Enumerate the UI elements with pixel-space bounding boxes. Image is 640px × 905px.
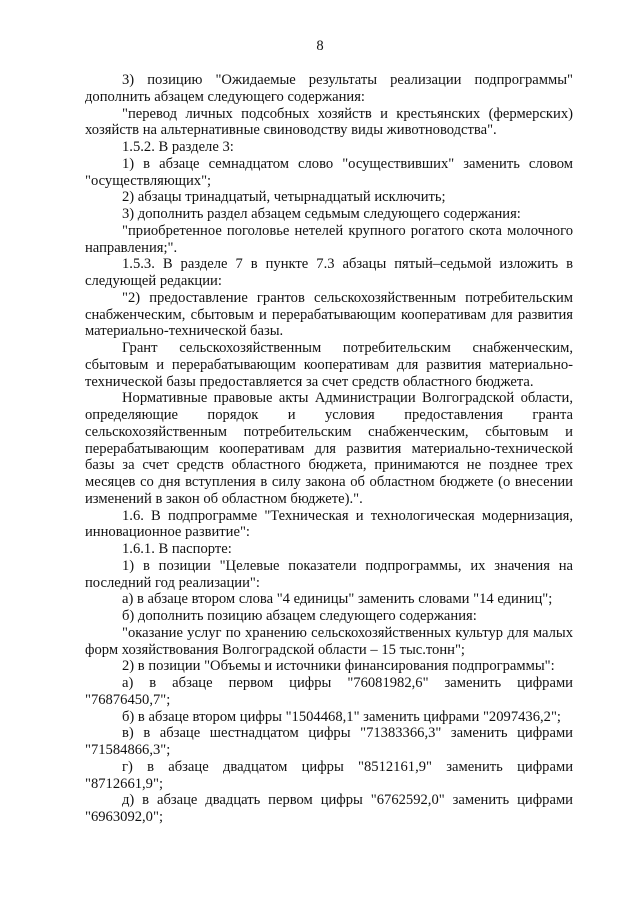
paragraph: "оказание услуг по хранению сельскохозяйственных культур для малых форм хозяйствования Волгоградской области – 15 тыс.тонн";: [85, 624, 573, 658]
paragraph: 3) позицию "Ожидаемые результаты реализации подпрограммы" дополнить абзацем следующего содержания:: [85, 72, 573, 105]
paragraph: "2) предоставление грантов сельскохозяйственным потребительским снабженческим, сбытовым и перерабатывающим кооперативам для развития материально-технической базы.: [85, 289, 573, 340]
paragraph: 3) дополнить раздел абзацем седьмым следующего содержания:: [122, 206, 521, 222]
paragraph: а) в абзаце втором слова "4 единицы" заменить словами "14 единиц";: [122, 591, 553, 608]
paragraph: 2) в позиции "Объемы и источники финансирования подпрограммы":: [122, 658, 555, 675]
paragraph: 1.5.2. В разделе 3:: [122, 139, 234, 155]
paragraph: "перевод личных подсобных хозяйств и крестьянских (фермерских) хозяйств на альтернативные свиноводству виды животноводства".: [85, 105, 573, 139]
paragraph: "приобретенное поголовье нетелей крупного рогатого скота молочного направления;".: [85, 222, 573, 256]
paragraph: 1.5.3. В разделе 7 в пункте 7.3 абзацы пятый–седьмой изложить в следующей редакции:: [85, 256, 573, 289]
paragraph: в) в абзаце шестнадцатом цифры "71383366,3" заменить цифрами "71584866,3";: [85, 725, 573, 758]
document-body: [85, 72, 573, 826]
paragraph: Грант сельскохозяйственным потребительским снабженческим, сбытовым и перерабатывающим кооперативам для развития материально-технической базы предоставляется за счет средств областного бюджета.: [85, 340, 573, 390]
paragraph: б) дополнить позицию абзацем следующего содержания:: [122, 608, 477, 624]
page-number: 8: [316, 38, 324, 54]
paragraph: Нормативные правовые акты Администрации Волгоградской области, определяющие порядок и условия предоставления гранта сельскохозяйственным потребительским снабженческим, сбытовым и перерабатывающим кооперативам для развития материально-технической базы за счет средств областного бюджета, принимаются не позднее трех месяцев со дня вступления в силу закона об областном бюджете (о внесении изменений в закон об областном бюджете).".: [85, 390, 573, 507]
paragraph: а) в абзаце первом цифры "76081982,6" заменить цифрами "76876450,7";: [85, 675, 573, 708]
paragraph: б) в абзаце втором цифры "1504468,1" заменить цифрами "2097436,2";: [122, 708, 561, 725]
paragraph: 1) в абзаце семнадцатом слово "осуществивших" заменить словом "осуществляющих";: [85, 155, 573, 189]
paragraph: 1.6.1. В паспорте:: [122, 541, 232, 557]
paragraph: 1) в позиции "Целевые показатели подпрограммы, их значения на последний год реализации":: [85, 557, 573, 591]
paragraph: 2) абзацы тринадцатый, четырнадцатый исключить;: [122, 189, 446, 206]
paragraph: 1.6. В подпрограмме "Техническая и технологическая модернизация, инновационное развитие":: [85, 507, 573, 541]
paragraph: г) в абзаце двадцатом цифры "8512161,9" заменить цифрами "8712661,9";: [85, 758, 573, 792]
paragraph: д) в абзаце двадцать первом цифры "6762592,0" заменить цифрами "6963092,0";: [85, 792, 573, 825]
